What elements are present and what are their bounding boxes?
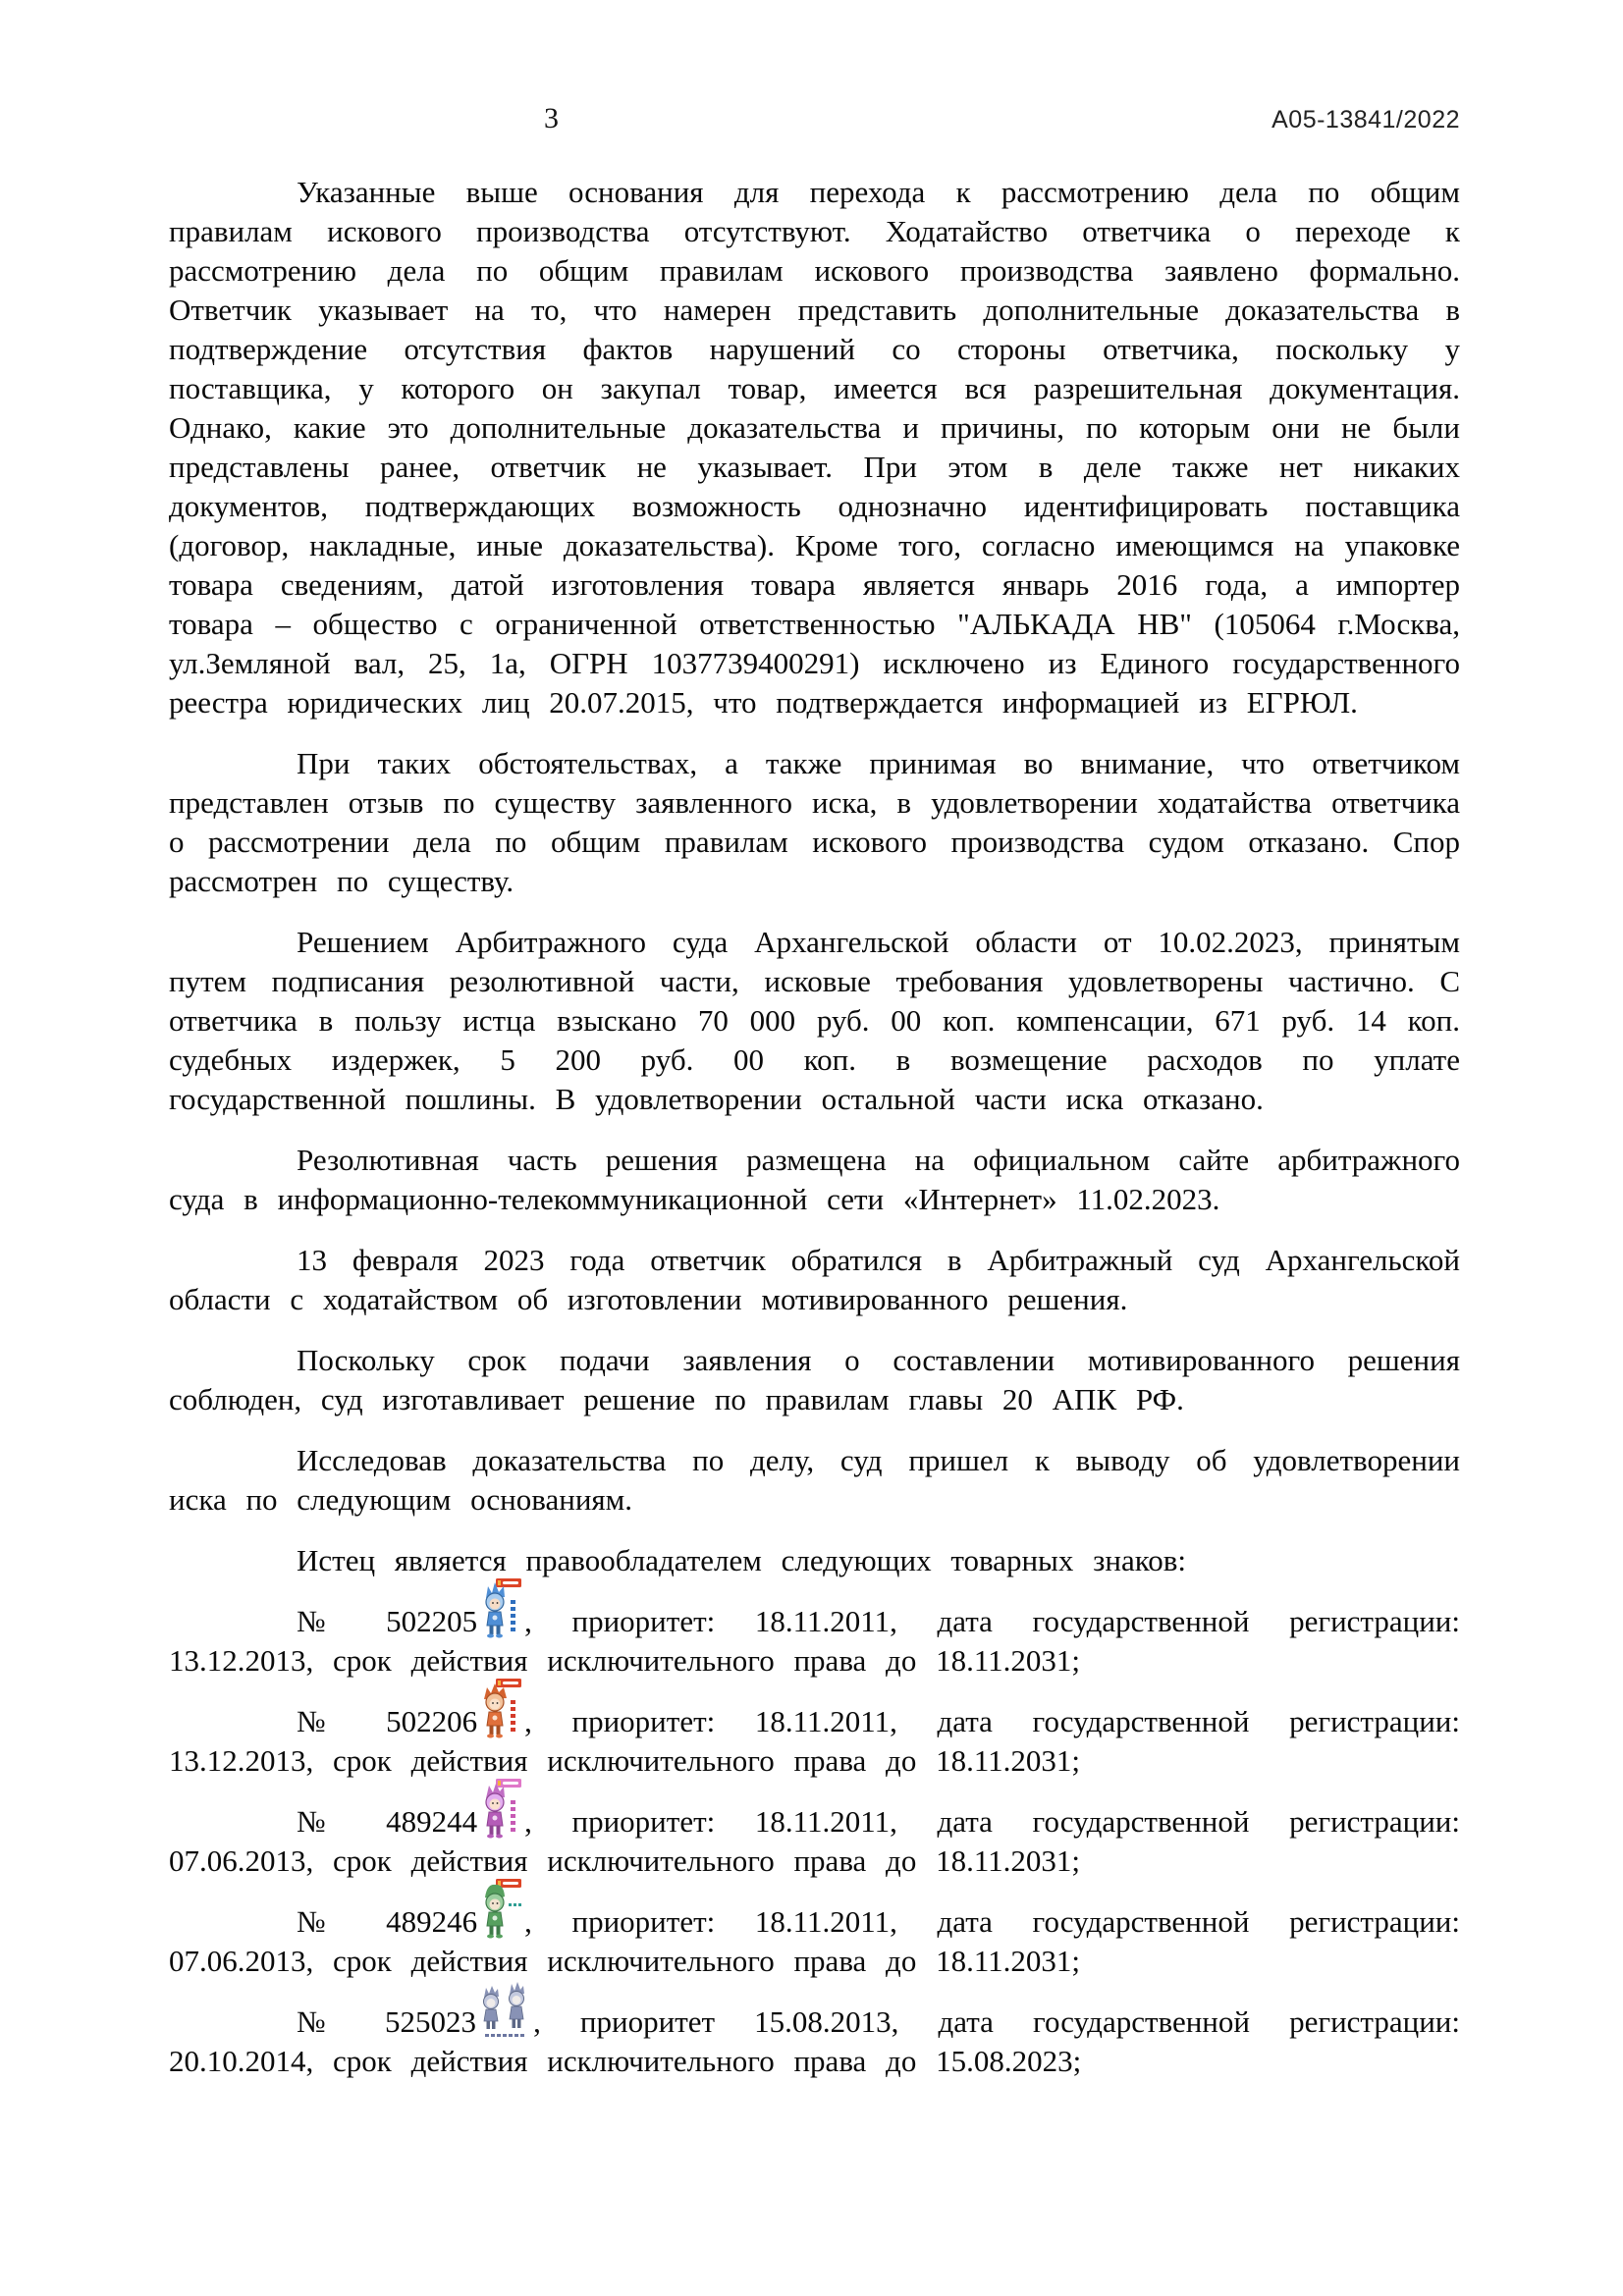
trademark-number: № 502205 [297,1604,478,1638]
trademark-number: № 489246 [297,1904,478,1939]
trademark-entry [169,1702,1460,1781]
trademark-entry [169,1602,1460,1681]
trademark-entry [169,1802,1460,1881]
document-body [169,173,1460,2103]
page-number: 3 [544,102,559,134]
case-number: А05-13841/2022 [1271,106,1460,133]
trademark-details: , приоритет: 18.11.2011, дата государственной регистрации: 07.06.2013, срок действия исключительного права до 18.11.2031; [169,1804,1460,1878]
trademark-number: № 489244 [297,1804,478,1839]
trademark-number: № 525023 [297,2004,477,2039]
trademark-details: , приоритет: 18.11.2011, дата государственной регистрации: 13.12.2013, срок действия исключительного права до 18.11.2031; [169,1704,1460,1778]
trademark-entry [169,1902,1460,1981]
trademark-details: , приоритет 15.08.2013, дата государственной регистрации: 20.10.2014, срок действия исключительного права до 15.08.2023; [169,2004,1460,2078]
trademark-green-character-icon [479,1906,522,1936]
body-paragraph: Решением Арбитражного суда Архангельской области от 10.02.2023, принятым путем подписания резолютивной части, исковые требования удовлетворены частично. С ответчика в пользу истца взыскано 70 000 руб. 00 коп. компенсации, 671 руб. 14 коп. судебных издержек, 5 200 руб. 00 коп. в возмещение расходов по уплате государственной пошлины. В удовлетворении остальной части иска отказано. [169,925,1460,1116]
trademark-pink-character-icon [479,1806,522,1836]
trademark-entry [169,2002,1460,2081]
trademark-blue-character-icon [479,1606,522,1635]
body-paragraph: Поскольку срок подачи заявления о составлении мотивированного решения соблюден, суд изготавливает решение по правилам главы 20 АПК РФ. [169,1343,1460,1416]
trademark-details: , приоритет: 18.11.2011, дата государственной регистрации: 13.12.2013, срок действия исключительного права до 18.11.2031; [169,1604,1460,1678]
trademark-orange-character-icon [479,1706,522,1735]
body-paragraph: 13 февраля 2023 года ответчик обратился в Арбитражный суд Архангельской области с ходатайством об изготовлении мотивированного решения. [169,1243,1460,1316]
trademark-two-characters-icon [478,2006,531,2036]
body-paragraph: При таких обстоятельствах, а также принимая во внимание, что ответчиком представлен отзыв по существу заявленного иска, в удовлетворении ходатайства ответчика о рассмотрении дела по общим правилам искового производства судом отказано. Спор рассмотрен по существу. [169,746,1460,898]
body-paragraph: Исследовав доказательства по делу, суд пришел к выводу об удовлетворении иска по следующим основаниям. [169,1443,1460,1517]
trademark-number: № 502206 [297,1704,478,1738]
trademark-details: , приоритет: 18.11.2011, дата государственной регистрации: 07.06.2013, срок действия исключительного права до 18.11.2031; [169,1904,1460,1978]
body-paragraph: Истец является правообладателем следующих товарных знаков: [297,1543,1186,1577]
body-paragraph: Резолютивная часть решения размещена на официальном сайте арбитражного суда в информационно-телекоммуникационной сети «Интернет» 11.02.2023. [169,1143,1460,1216]
page-header [169,100,1460,143]
body-paragraph: Указанные выше основания для перехода к рассмотрению дела по общим правилам искового производства отсутствуют. Ходатайство ответчика о переходе к рассмотрению дела по общим правилам искового производства заявлено формально. Ответчик указывает на то, что намерен представить дополнительные доказательства в подтверждение отсутствия фактов нарушений со стороны ответчика, поскольку у поставщика, у которого он закупал товар, имеется вся разрешительная документация. Однако, какие это дополнительные доказательства и причины, по которым они не были представлены ранее, ответчик не указывает. При этом в деле также нет никаких документов, подтверждающих возможность однозначно идентифицировать поставщика (договор, накладные, иные доказательства). Кроме того, согласно имеющимся на упаковке товара сведениям, датой изготовления товара является январь 2016 года, а импортер товара – общество с ограниченной ответственностью "АЛЬКАДА НВ" (105064 г.Москва, ул.Земляной вал, 25, 1а, ОГРН 1037739400291) исключено из Единого государственного реестра юридических лиц 20.07.2015, что подтверждается информацией из ЕГРЮЛ. [169,175,1460,720]
